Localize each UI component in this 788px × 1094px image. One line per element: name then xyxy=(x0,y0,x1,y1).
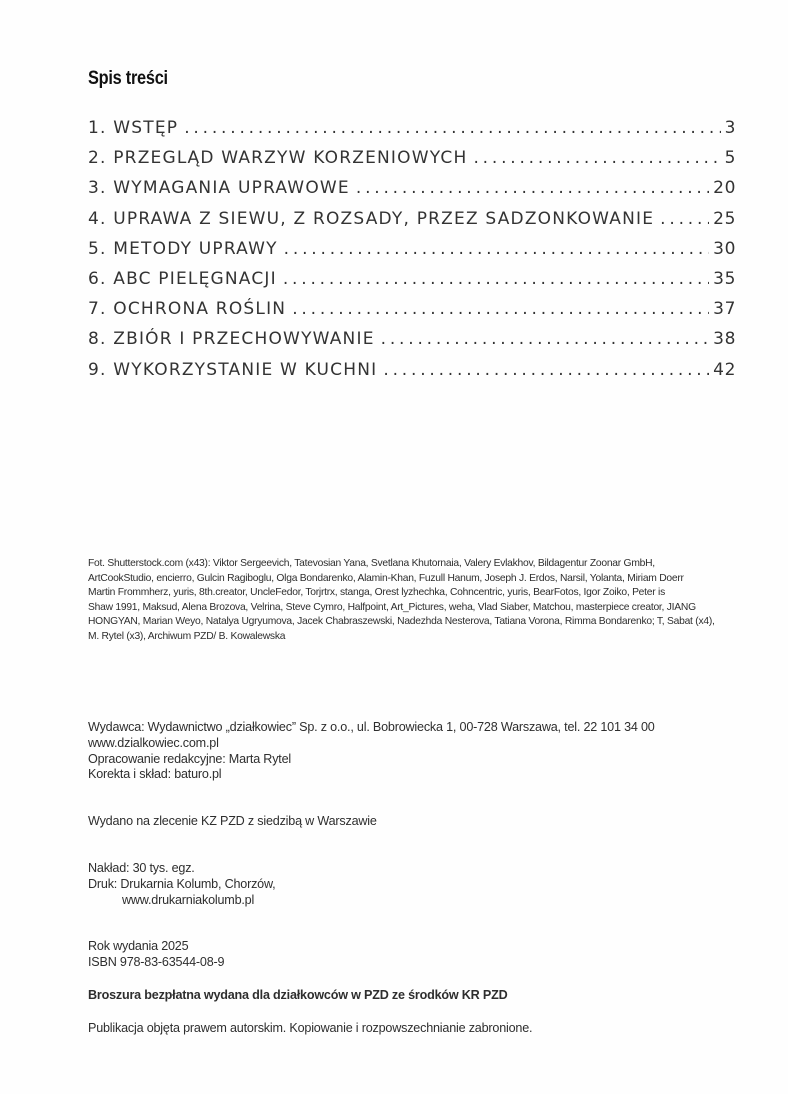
toc-dot-leader xyxy=(660,209,709,229)
toc-entry-number: 2. xyxy=(88,148,107,169)
toc-entry-page: 30 xyxy=(713,238,736,259)
toc-entry xyxy=(88,269,736,299)
toc-entry xyxy=(88,239,736,269)
imprint xyxy=(88,720,748,1037)
toc-entry-page: 5 xyxy=(724,148,736,169)
credits-line: ArtCookStudio, encierro, Gulcin Ragiboglu, Olga Bondarenko, Alamin-Khan, Fuzull Hanum, Joseph J. Erdos, Narsil, Yolanta, Miriam Doerr xyxy=(88,572,684,584)
credits-line: M. Rytel (x3), Archiwum PZD/ B. Kowalewska xyxy=(88,630,286,642)
toc-entry-number: 1. xyxy=(88,118,107,138)
toc-entry xyxy=(88,209,736,239)
toc-title: Spis treści xyxy=(88,68,168,89)
publisher-line: Wydawca: Wydawnictwo „działkowiec” Sp. z o.o., ul. Bobrowiecka 1, 00-728 Warszawa, tel. 22 101 34 00 xyxy=(88,720,655,734)
toc-entry-page: 35 xyxy=(713,268,736,289)
toc-entry-number: 4. xyxy=(88,208,107,229)
toc-entry-page: 42 xyxy=(713,359,736,380)
circulation-line: Nakład: 30 tys. egz. xyxy=(88,860,195,875)
toc-entry-number: 7. xyxy=(88,299,107,320)
toc-dot-leader xyxy=(473,148,720,168)
toc-entry-page: 38 xyxy=(713,329,736,350)
toc-entry-label: ABC PIELĘGNACJI xyxy=(113,268,277,289)
toc-dot-leader xyxy=(356,178,709,198)
commissioned-line: Wydano na zlecenie KZ PZD z siedzibą w Warszawie xyxy=(88,814,377,829)
toc-entry-number: 9. xyxy=(88,359,107,380)
toc-dot-leader xyxy=(292,299,709,319)
publisher-website: www.dzialkowiec.com.pl xyxy=(88,735,219,750)
isbn-line: ISBN 978-83-63544-08-9 xyxy=(88,955,225,970)
toc-entry-page: 3 xyxy=(724,118,736,138)
toc-entry-number: 5. xyxy=(88,238,107,259)
toc-entry-page: 25 xyxy=(713,208,736,229)
printer-line: Druk: Drukarnia Kolumb, Chorzów, xyxy=(88,876,276,891)
toc-entry-label: ZBIÓR I PRZECHOWYWANIE xyxy=(113,329,375,350)
toc-entry xyxy=(88,148,736,178)
toc-entry-label: WYMAGANIA UPRAWOWE xyxy=(113,178,350,199)
toc-entry-label: PRZEGLĄD WARZYW KORZENIOWYCH xyxy=(113,148,468,169)
credits-line: HONGYAN, Marian Weyo, Natalya Ugryumova, Jacek Chabraszewski, Nadezhda Nesterova, Tatiana Vorona, Rimma Bondarenko; T, Sabat (x4), xyxy=(88,616,715,628)
toc-dot-leader xyxy=(383,360,709,380)
credits-line: Shaw 1991, Maksud, Alena Brozova, Velrina, Steve Cymro, Halfpoint, Art_Pictures, weha, Vlad Siaber, Matchou, masterpiece creator, JIANG xyxy=(88,601,696,613)
toc-entry-page: 20 xyxy=(713,178,736,199)
toc-entry-page: 37 xyxy=(713,299,736,320)
toc-entry-label: OCHRONA ROŚLIN xyxy=(113,299,287,320)
toc-entry xyxy=(88,299,736,329)
toc-entry xyxy=(88,329,736,359)
toc-entry-label: UPRAWA Z SIEWU, Z ROZSADY, PRZEZ SADZONKOWANIE xyxy=(113,208,655,229)
photo-credits xyxy=(88,557,748,645)
toc-dot-leader xyxy=(284,239,709,259)
toc-dot-leader xyxy=(381,329,710,349)
copyright-notice: Publikacja objęta prawem autorskim. Kopiowanie i rozpowszechnianie zabronione. xyxy=(88,1020,533,1035)
toc-entry xyxy=(88,178,736,208)
toc-dot-leader xyxy=(283,269,709,289)
toc-entry xyxy=(88,118,736,148)
toc-entry-label: WYKORZYSTANIE W KUCHNI xyxy=(113,359,378,380)
proofreading-line: Korekta i skład: baturo.pl xyxy=(88,767,222,782)
toc-entry-label: METODY UPRAWY xyxy=(113,238,278,259)
toc-dot-leader xyxy=(184,118,720,138)
toc-entry-number: 8. xyxy=(88,329,107,350)
toc-entry xyxy=(88,360,736,390)
free-brochure-notice: Broszura bezpłatna wydana dla działkowców w PZD ze środków KR PZD xyxy=(88,987,508,1002)
credits-line: Fot. Shutterstock.com (x43): Viktor Sergeevich, Tatevosian Yana, Svetlana Khutornaia, Valery Evlakhov, Bildagentur Zoonar GmbH, xyxy=(88,558,655,569)
toc-entry-number: 3. xyxy=(88,178,107,199)
toc-entry-number: 6. xyxy=(88,268,107,289)
year-line: Rok wydania 2025 xyxy=(88,939,189,954)
credits-line: Martin Frommherz, yuris, 8th.creator, UncleFedor, Torjrtrx, stanga, Orest lyzhechka, Cohncentric, yuris, BearFotos, Igor Zoiko, Peter is xyxy=(88,587,665,599)
table-of-contents xyxy=(88,118,736,390)
editor-line: Opracowanie redakcyjne: Marta Rytel xyxy=(88,751,291,766)
printer-website: www.drukarniakolumb.pl xyxy=(122,892,255,907)
toc-entry-label: WSTĘP xyxy=(113,118,179,138)
